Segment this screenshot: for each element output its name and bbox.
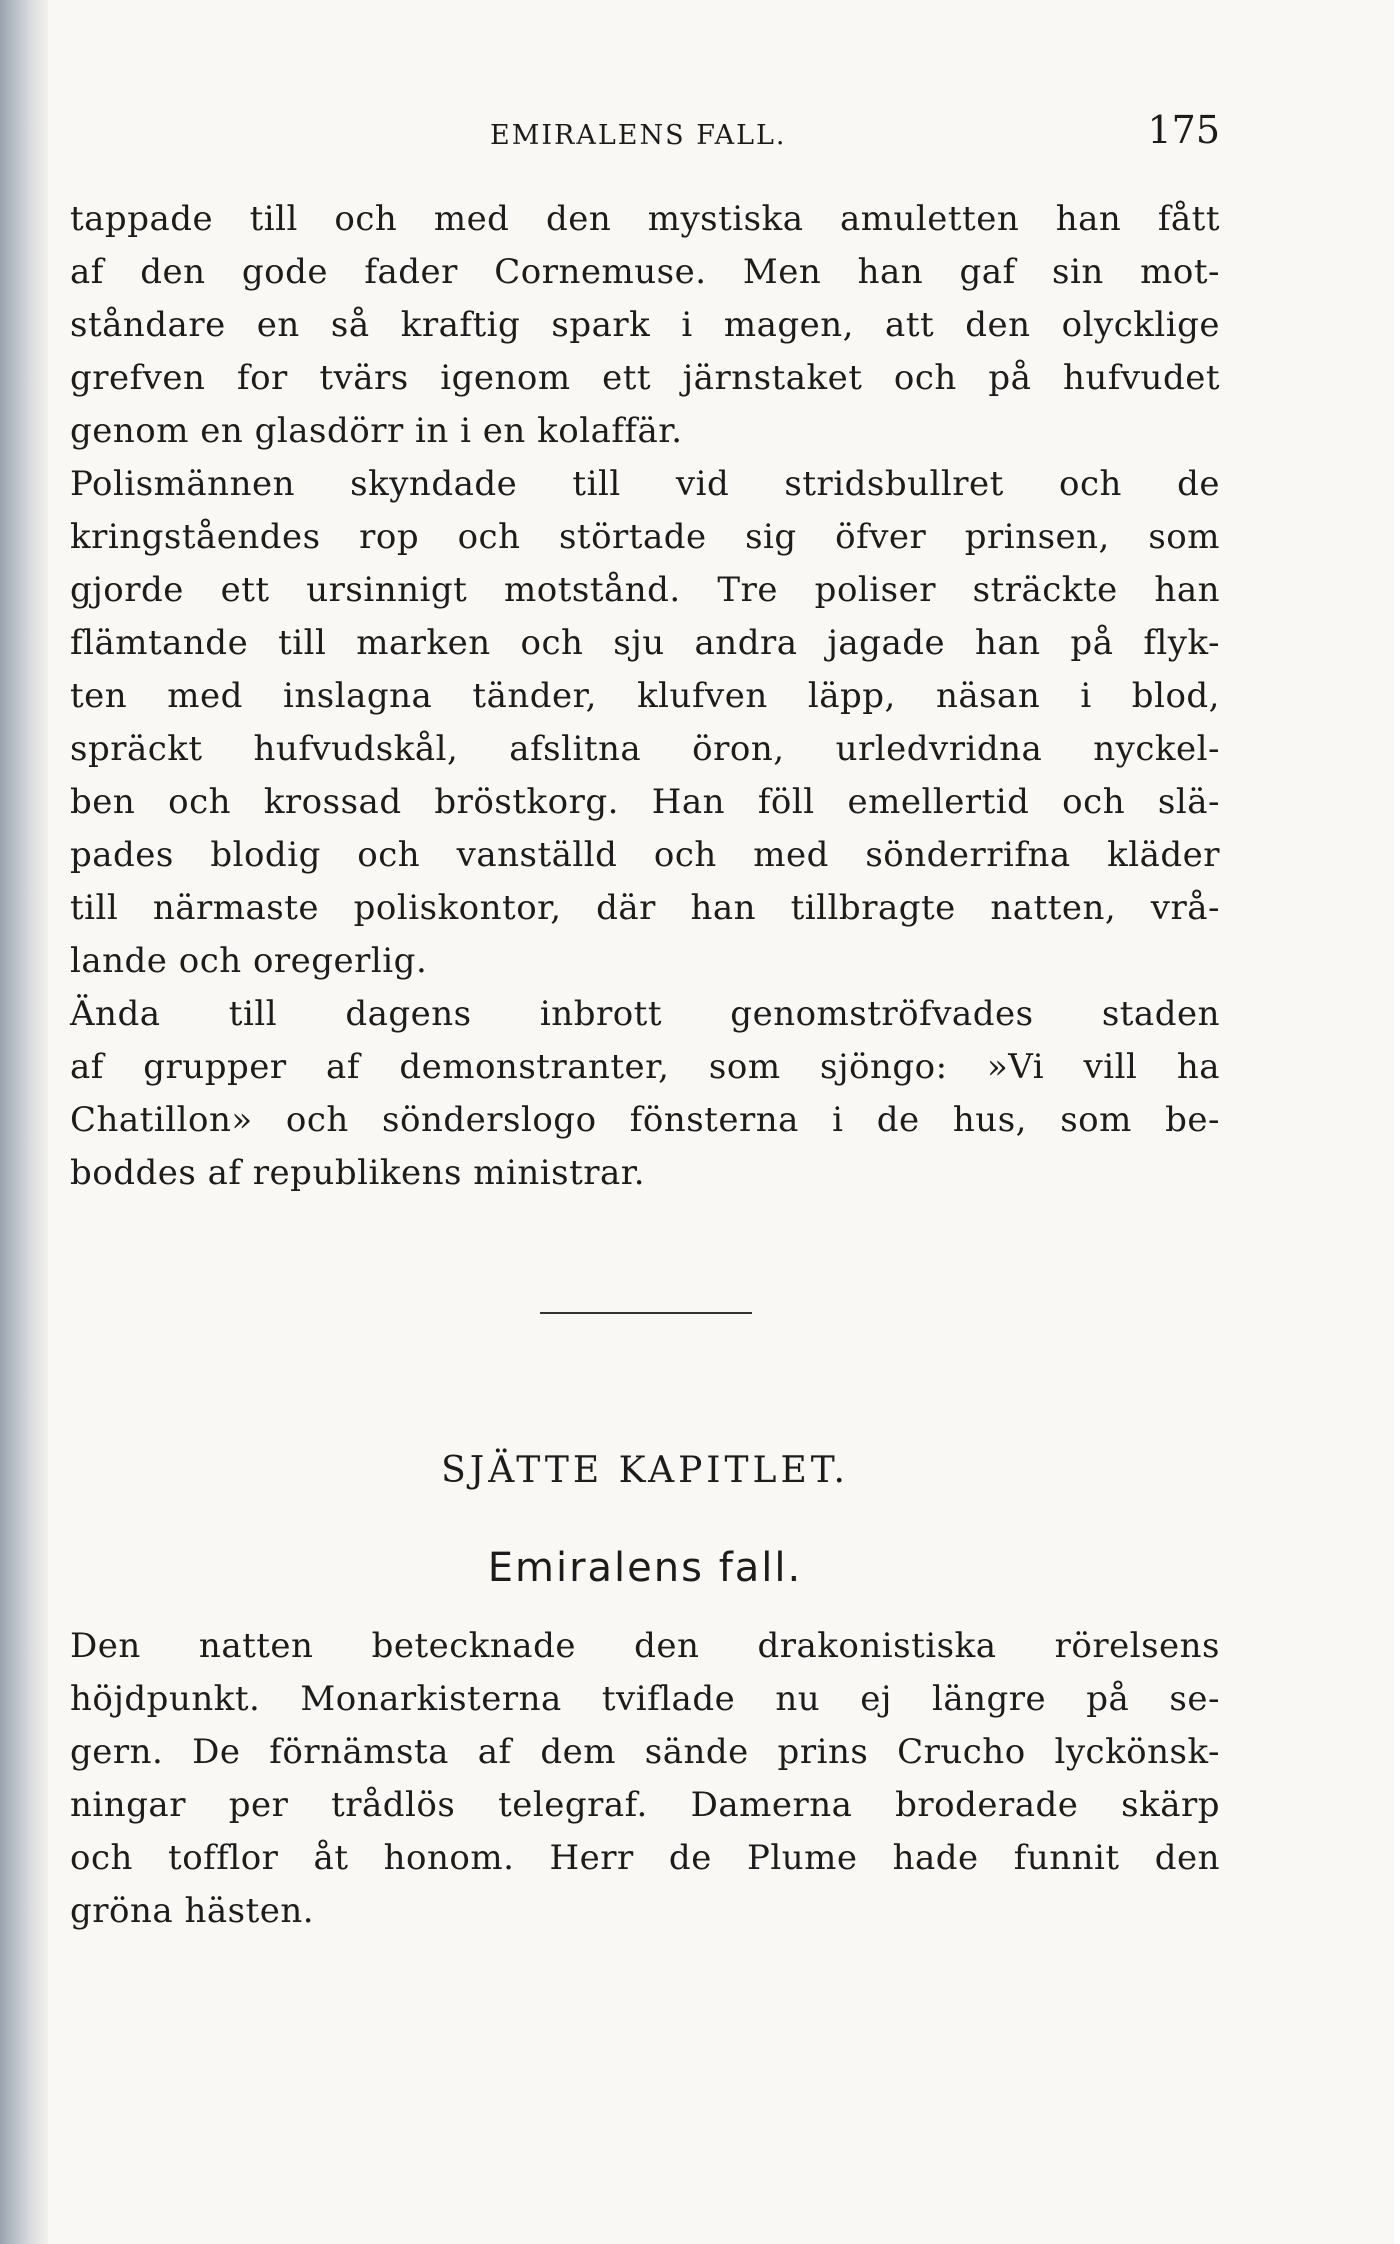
- text-line: genom en glasdörr in i en kolaffär.: [70, 411, 683, 451]
- text-line: ten med inslagna tänder, klufven läpp, näsan i blod,: [70, 676, 1220, 716]
- text-line: Polismännen skyndade till vid stridsbullret och de: [70, 464, 1220, 504]
- text-line: ståndare en så kraftig spark i magen, att den olycklige: [70, 305, 1220, 345]
- text-line: boddes af republikens ministrar.: [70, 1153, 646, 1193]
- section-divider: [540, 1312, 752, 1314]
- text-line: tappade till och med den mystiska amuletten han fått: [70, 199, 1220, 239]
- text-line: grefven for tvärs igenom ett järnstaket och på hufvudet: [70, 358, 1220, 398]
- text-line: och tofflor åt honom. Herr de Plume hade funnit den: [70, 1838, 1220, 1878]
- text-line: till närmaste poliskontor, där han tillbragte natten, vrå-: [70, 888, 1220, 928]
- text-line: af den gode fader Cornemuse. Men han gaf sin mot-: [70, 252, 1220, 292]
- text-line: Chatillon» och sönderslogo fönsterna i de hus, som be-: [70, 1100, 1220, 1140]
- text-line: lande och oregerlig.: [70, 941, 428, 981]
- text-line: Ända till dagens inbrott genomströfvades staden: [70, 994, 1220, 1034]
- chapter-text: [70, 1620, 1220, 1938]
- text-line: Den natten betecknade den drakonistiska rörelsens: [70, 1626, 1220, 1666]
- running-head: [70, 108, 1220, 158]
- chapter-label: SJÄTTE KAPITLET.: [441, 1450, 849, 1491]
- text-line: ningar per trådlös telegraf. Damerna broderade skärp: [70, 1785, 1220, 1825]
- text-line: ben och krossad bröstkorg. Han föll emellertid och slä-: [70, 782, 1220, 822]
- page-edge: [1394, 0, 1400, 2244]
- text-line: af grupper af demonstranter, som sjöngo: »Vi vill ha: [70, 1047, 1220, 1087]
- running-title: EMIRALENS FALL.: [490, 120, 787, 151]
- chapter-title: Emiralens fall.: [487, 1545, 803, 1591]
- body-text: [70, 193, 1220, 1200]
- text-line: gern. De förnämsta af dem sände prins Crucho lyckönsk-: [70, 1732, 1220, 1772]
- text-line: gröna hästen.: [70, 1891, 315, 1931]
- text-line: kringståendes rop och störtade sig öfver prinsen, som: [70, 517, 1220, 557]
- text-line: höjdpunkt. Monarkisterna tviflade nu ej längre på se-: [70, 1679, 1220, 1719]
- text-line: spräckt hufvudskål, afslitna öron, urledvridna nyckel-: [70, 729, 1220, 769]
- text-line: gjorde ett ursinnigt motstånd. Tre poliser sträckte han: [70, 570, 1220, 610]
- text-line: pades blodig och vanställd och med sönderrifna kläder: [70, 835, 1220, 875]
- page-number: 175: [1147, 108, 1220, 152]
- binding-edge: [0, 0, 48, 2244]
- text-line: flämtande till marken och sju andra jagade han på flyk-: [70, 623, 1220, 663]
